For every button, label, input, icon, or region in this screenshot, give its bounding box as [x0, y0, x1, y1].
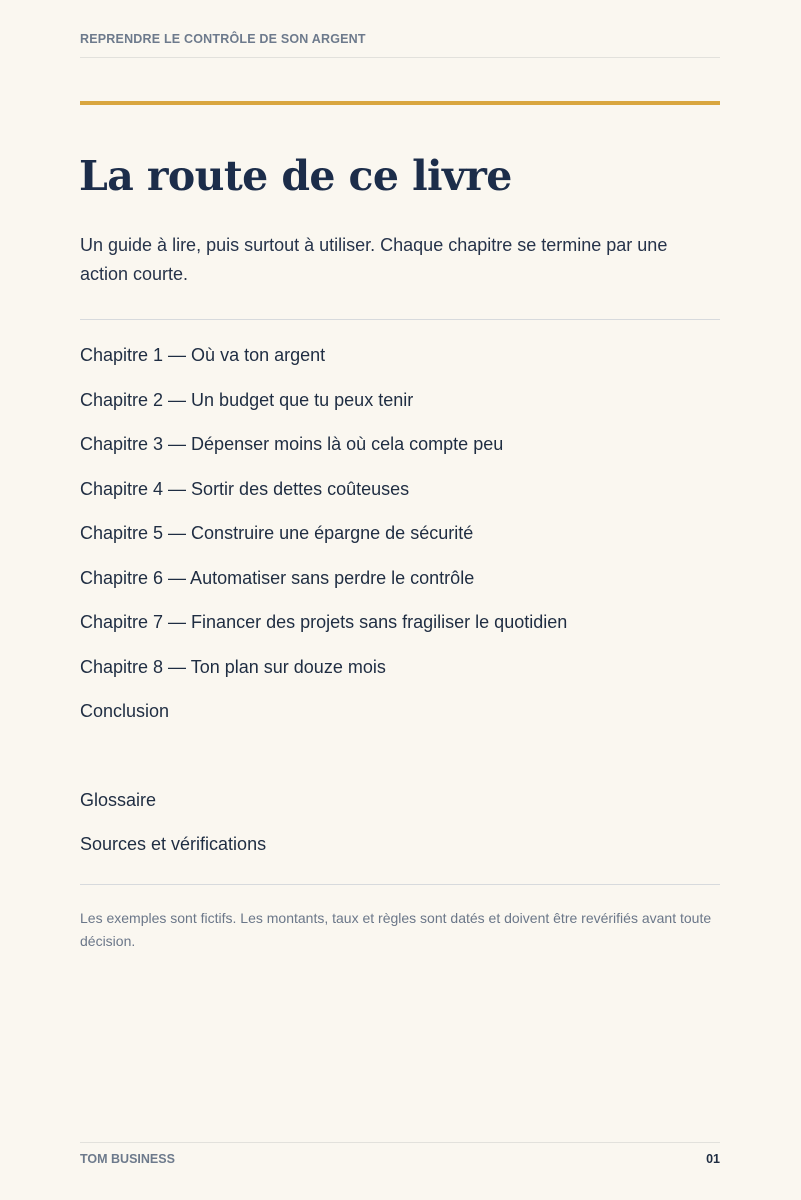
- toc-item-chapter-7: Chapitre 7 — Financer des projets sans fragiliser le quotidien: [80, 612, 568, 632]
- toc-item-chapter-8: Chapitre 8 — Ton plan sur douze mois: [80, 656, 386, 677]
- disclaimer-note: Les exemples sont fictifs. Les montants, taux et règles sont datés et doivent être revérifiés avant toute décision.: [80, 910, 712, 949]
- page-title: La route de ce livre: [79, 152, 512, 200]
- page-number: 01: [706, 1152, 720, 1166]
- table-of-contents: [80, 340, 720, 741]
- toc-item-conclusion: Conclusion: [80, 701, 170, 721]
- toc-item-chapter-2: Chapitre 2 — Un budget que tu peux tenir: [80, 389, 414, 410]
- section-divider: [80, 319, 720, 320]
- running-header: REPRENDRE LE CONTRÔLE DE SON ARGENT: [80, 32, 366, 46]
- header-divider: [80, 57, 720, 58]
- footer-author: TOM BUSINESS: [80, 1152, 175, 1166]
- toc-item-chapter-6: Chapitre 6 — Automatiser sans perdre le contrôle: [80, 567, 475, 588]
- appendix-item-glossary: Glossaire: [80, 790, 157, 810]
- accent-bar: [80, 101, 720, 105]
- intro-paragraph: Un guide à lire, puis surtout à utiliser. Chaque chapitre se termine par une action courte.: [80, 235, 668, 284]
- toc-item-chapter-3: Chapitre 3 — Dépenser moins là où cela compte peu: [80, 434, 504, 454]
- appendix-list: [80, 785, 720, 873]
- toc-item-chapter-5: Chapitre 5 — Construire une épargne de sécurité: [80, 523, 474, 543]
- footer-divider: [80, 1142, 720, 1143]
- toc-item-chapter-1: Chapitre 1 — Où va ton argent: [80, 345, 326, 365]
- section-divider-bottom: [80, 884, 720, 885]
- toc-item-chapter-4: Chapitre 4 — Sortir des dettes coûteuses: [80, 478, 410, 499]
- appendix-item-sources: Sources et vérifications: [80, 834, 267, 854]
